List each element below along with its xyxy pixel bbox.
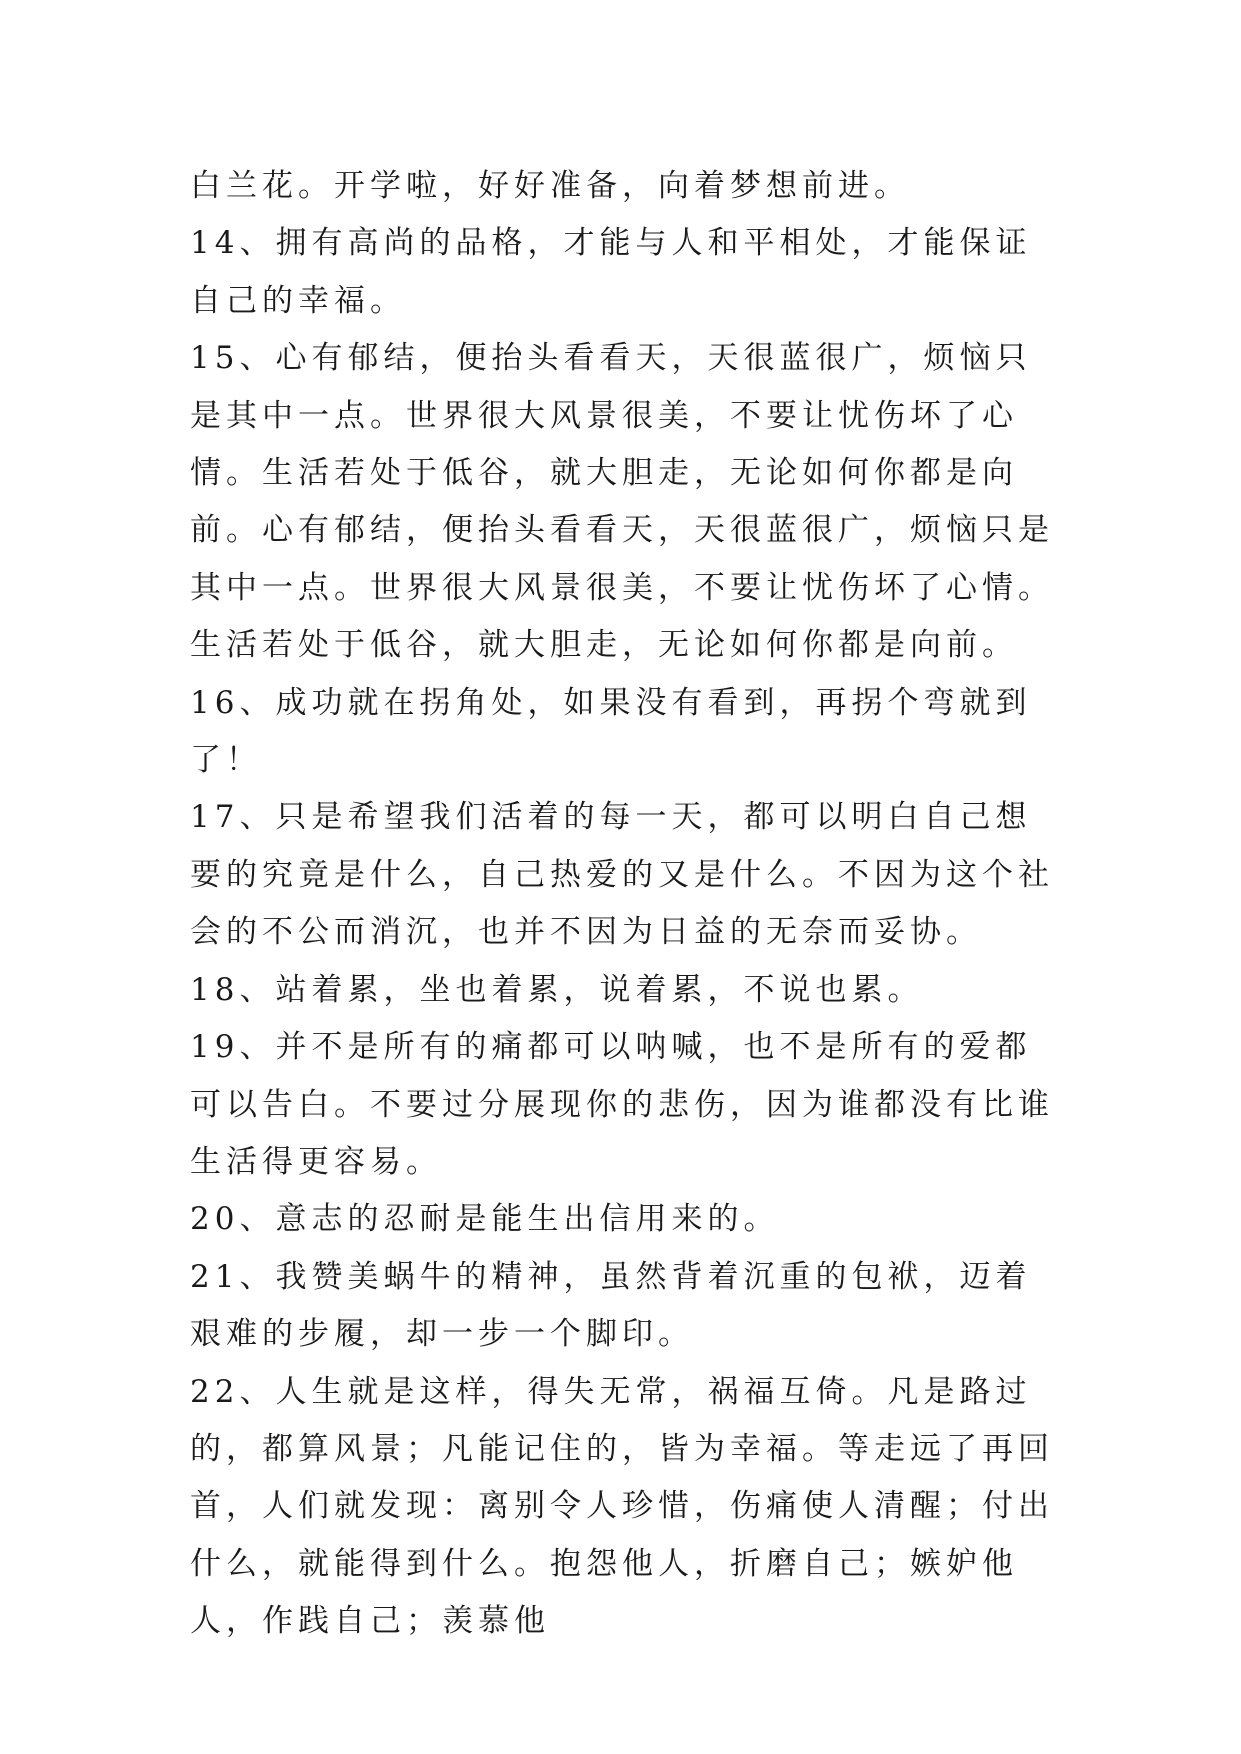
paragraph-14: 14、拥有高尚的品格，才能与人和平相处，才能保证自己的幸福。 (190, 225, 1032, 319)
paragraph-18: 18、站着累，坐也着累，说着累，不说也累。 (190, 971, 924, 1008)
paragraph-19: 19、并不是所有的痛都可以呐喊，也不是所有的爱都可以告白。不要过分展现你的悲伤，因为谁都没有比谁生活得更容易。 (190, 1029, 1054, 1180)
paragraph-15: 15、心有郁结，便抬头看看天，天很蓝很广，烦恼只是其中一点。世界很大风景很美，不要让忧伤坏了心情。生活若处于低谷，就大胆走，无论如何你都是向前。心有郁结，便抬头看看天，天很蓝很广，烦恼只是其中一点。世界很大风景很美，不要让忧伤坏了心情。生活若处于低谷，就大胆走，无论如何你都是向前。 (190, 340, 1054, 664)
document-body (190, 158, 1056, 1651)
paragraph-20: 20、意志的忍耐是能生出信用来的。 (190, 1201, 780, 1238)
paragraph-22: 22、人生就是这样，得失无常，祸福互倚。凡是路过的，都算风景；凡能记住的，皆为幸福。等走远了再回首，人们就发现：离别令人珍惜，伤痛使人清醒；付出什么，就能得到什么。抱怨他人，折磨自己；嫉妒他人，作践自己；羡慕他 (190, 1373, 1054, 1640)
paragraph-16: 16、成功就在拐角处，如果没有看到，再拐个弯就到了！ (190, 684, 1032, 779)
paragraph-13-continued: 白兰花。开学啦，好好准备，向着梦想前进。 (190, 168, 910, 204)
paragraph-17: 17、只是希望我们活着的每一天，都可以明白自己想要的究竟是什么，自己热爱的又是什么。不因为这个社会的不公而消沉，也并不因为日益的无奈而妥协。 (190, 799, 1054, 951)
paragraph-21: 21、我赞美蜗牛的精神，虽然背着沉重的包袱，迈着艰难的步履，却一步一个脚印。 (190, 1258, 1032, 1353)
